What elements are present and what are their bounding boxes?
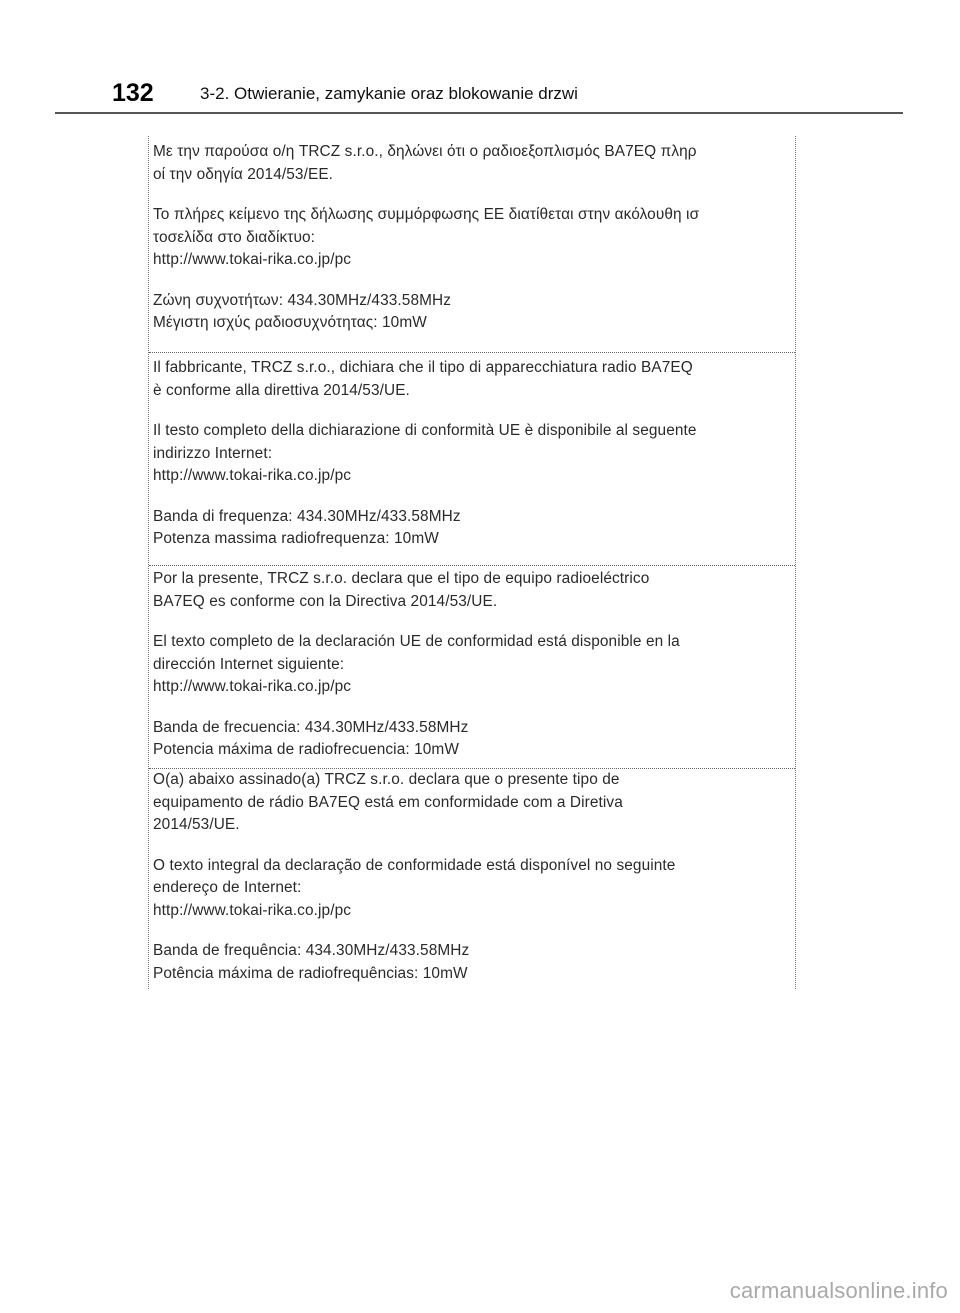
max-power: Potência máxima de radiofrequências: 10mW [153,964,468,982]
statement-line: è conforme alla direttiva 2014/53/UE. [153,381,410,399]
max-power: Potenza massima radiofrequenza: 10mW [153,530,439,547]
fulltext-line: endereço de Internet: [153,879,302,896]
spacer [153,699,795,717]
fulltext-line: τοσελίδα στο διαδίκτυο: [153,228,316,246]
fulltext-line: Το πλήρες κείμενο της δήλωσης συμμόρφωσης ΕΕ διατίθεται στην ακόλουθη ισ [153,206,700,223]
declaration-url: http://www.tokai-rika.co.jp/pc [153,901,352,919]
statement-line: Με την παρούσα ο/η TRCZ s.r.o., δηλώνει ότι ο ραδιοεξοπλισμός BA7EQ πληρ [153,143,697,160]
declaration-url: http://www.tokai-rika.co.jp/pc [153,251,352,268]
declaration-greek [149,136,795,352]
spacer [153,613,795,631]
statement-line: BA7EQ es conforme con la Directiva 2014/53/UE. [153,592,498,610]
frequency-band: Ζώνη συχνοτήτων: 434.30MHz/433.58MHz [153,291,452,309]
statement-line: 2014/53/UE. [153,816,240,833]
declaration-italian [149,352,795,565]
frequency-band: Banda de frequência: 434.30MHz/433.58MHz [153,942,470,959]
max-power: Μέγιστη ισχύς ραδιοσυχνότητας: 10mW [153,314,427,331]
page-number: 132 [112,79,154,107]
frequency-band: Banda de frecuencia: 434.30MHz/433.58MHz [153,718,469,736]
spacer [153,837,795,855]
declaration-url: http://www.tokai-rika.co.jp/pc [153,467,352,484]
statement-line: Il fabbricante, TRCZ s.r.o., dichiara che il tipo di apparecchiatura radio BA7EQ [153,359,693,376]
fulltext-line: Il testo completo della dichiarazione di conformità UE è disponibile al seguente [153,422,697,439]
statement-line: Por la presente, TRCZ s.r.o. declara que el tipo de equipo radioeléctrico [153,570,650,587]
declaration-portuguese [149,768,795,989]
spacer [153,922,795,940]
section-title: 3-2. Otwieranie, zamykanie oraz blokowanie drzwi [200,84,578,103]
fulltext-line: indirizzo Internet: [153,444,273,462]
fulltext-line: O texto integral da declaração de conformidade está disponível no seguinte [153,856,676,874]
fulltext-line: dirección Internet siguiente: [153,655,345,673]
spacer [153,402,795,420]
spacer [153,272,795,290]
header-rule [55,112,903,114]
spacer [153,186,795,204]
declaration-url: http://www.tokai-rika.co.jp/pc [153,678,352,695]
watermark: carmanualsonline.info [729,1278,948,1303]
statement-line: O(a) abaixo assinado(a) TRCZ s.r.o. declara que o presente tipo de [153,771,620,788]
statement-line: equipamento de rádio BA7EQ está em conformidade com a Diretiva [153,793,623,811]
spacer [153,488,795,506]
frequency-band: Banda di frequenza: 434.30MHz/433.58MHz [153,507,461,525]
max-power: Potencia máxima de radiofrecuencia: 10mW [153,741,459,758]
fulltext-line: El texto completo de la declaración UE de conformidad está disponible en la [153,633,680,650]
declaration-spanish [149,565,795,768]
declaration-box [148,136,796,989]
statement-line: οί την οδηγία 2014/53/EE. [153,165,334,183]
